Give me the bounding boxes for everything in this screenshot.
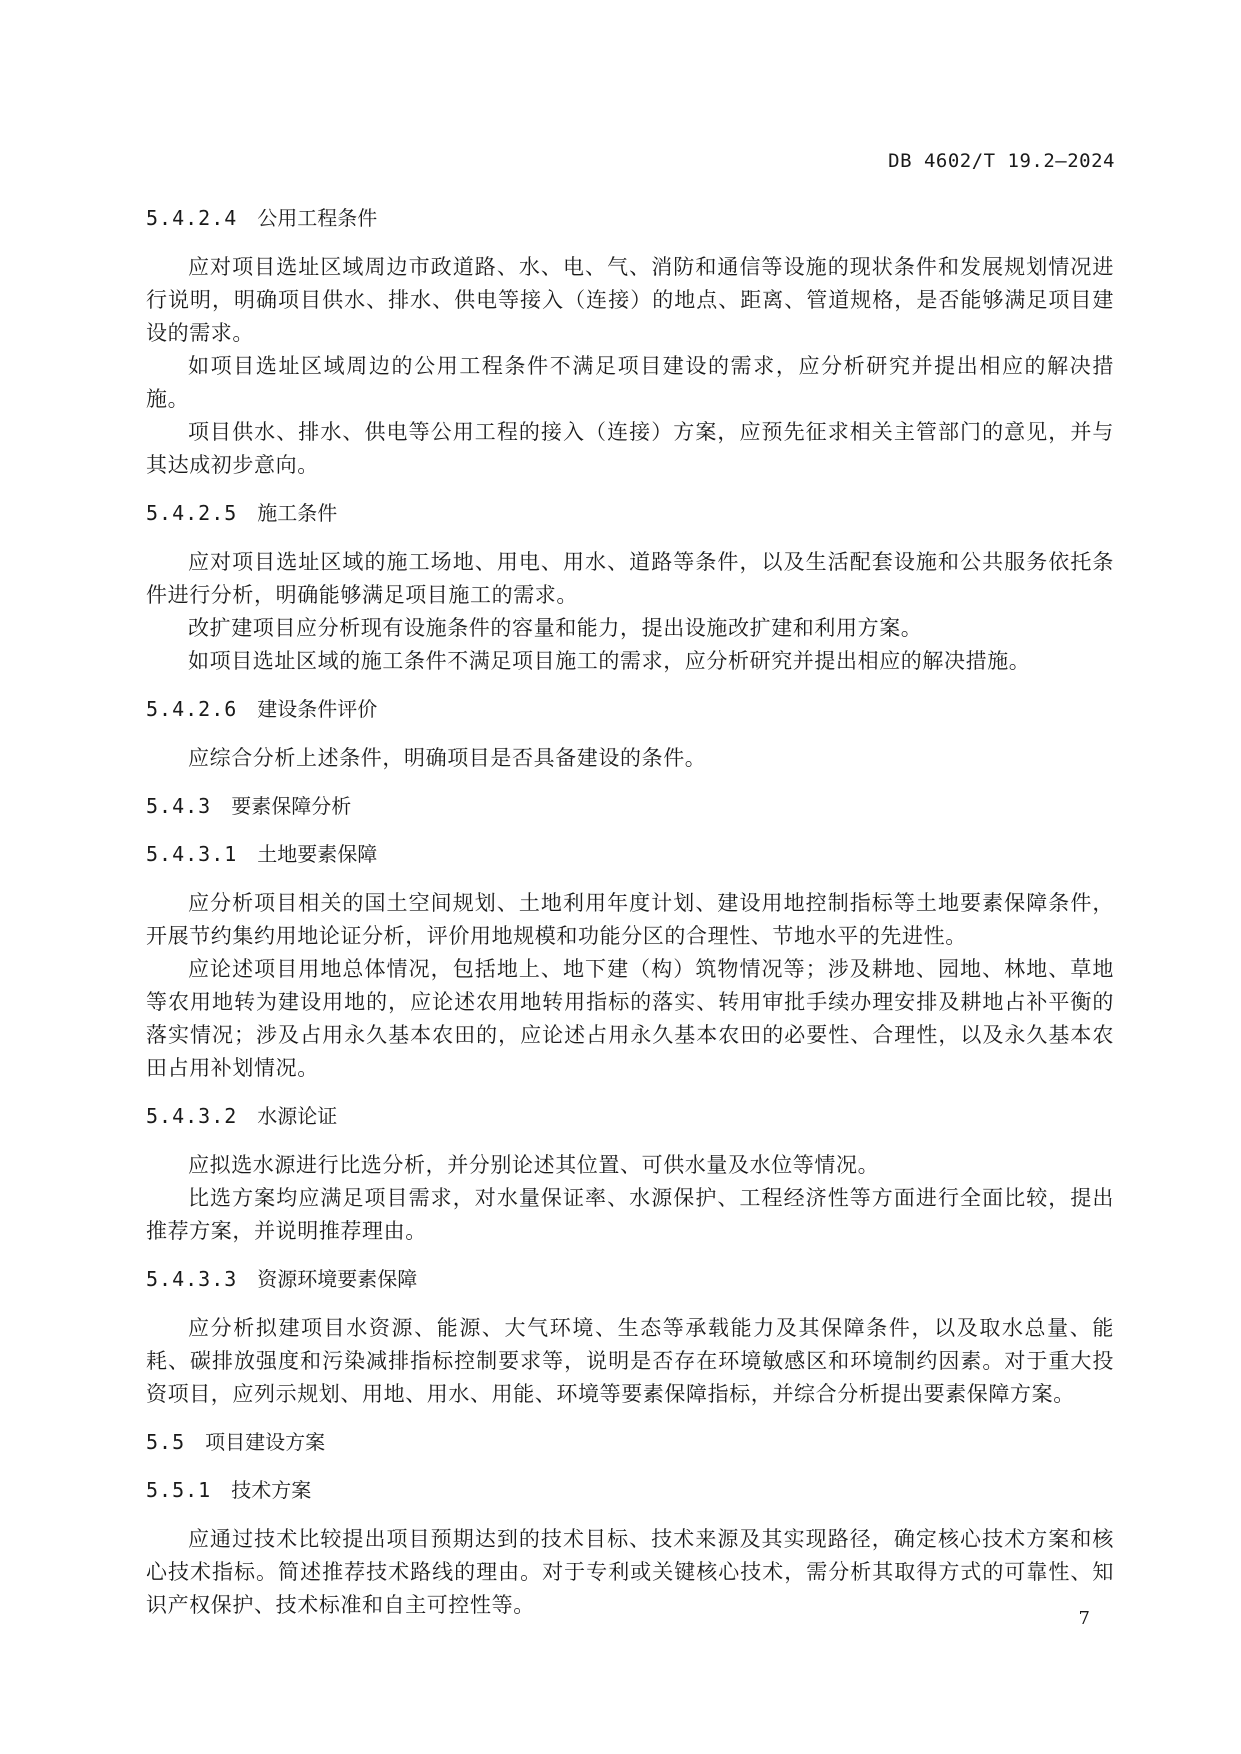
section-5-4-2-6 xyxy=(146,694,1114,775)
section-title: 资源环境要素保障 xyxy=(257,1267,418,1291)
section-5-4-2-4 xyxy=(146,203,1114,482)
section-heading xyxy=(146,498,1114,528)
section-5-4-3-1 xyxy=(146,839,1114,1085)
section-heading xyxy=(146,694,1114,724)
paragraph: 应综合分析上述条件，明确项目是否具备建设的条件。 xyxy=(188,746,707,770)
paragraph: 应对项目选址区域的施工场地、用电、用水、道路等条件，以及生活配套设施和公共服务依托条件进行分析，明确能够满足项目施工的需求。 xyxy=(146,550,1114,607)
section-title: 公用工程条件 xyxy=(257,206,378,230)
page-number: 7 xyxy=(1078,1608,1090,1629)
paragraph: 应论述项目用地总体情况，包括地上、地下建（构）筑物情况等；涉及耕地、园地、林地、草地等农用地转为建设用地的，应论述农用地转用指标的落实、转用审批手续办理安排及耕地占补平衡的落实情况；涉及占用永久基本农田的，应论述占用永久基本农田的必要性、合理性，以及永久基本农田占用补划情况。 xyxy=(146,957,1114,1080)
section-heading xyxy=(146,839,1114,869)
section-title: 水源论证 xyxy=(257,1104,338,1128)
document-body xyxy=(146,203,1114,1638)
paragraph: 应对项目选址区域周边市政道路、水、电、气、消防和通信等设施的现状条件和发展规划情况进行说明，明确项目供水、排水、供电等接入（连接）的地点、距离、管道规格，是否能够满足项目建设的需求。 xyxy=(146,255,1114,345)
section-title: 项目建设方案 xyxy=(205,1430,326,1454)
paragraph: 应分析拟建项目水资源、能源、大气环境、生态等承载能力及其保障条件，以及取水总量、能耗、碳排放强度和污染减排指标控制要求等，说明是否存在环境敏感区和环境制约因素。对于重大投资项目，应列示规划、用地、用水、用能、环境等要素保障指标，并综合分析提出要素保障方案。 xyxy=(146,1316,1114,1406)
section-title: 要素保障分析 xyxy=(231,794,352,818)
section-heading xyxy=(146,1264,1114,1294)
section-5-4-2-5 xyxy=(146,498,1114,678)
section-number: 5.4.3 xyxy=(146,794,212,818)
paragraph: 项目供水、排水、供电等公用工程的接入（连接）方案，应预先征求相关主管部门的意见，并与其达成初步意向。 xyxy=(146,420,1114,477)
paragraph: 如项目选址区域的施工条件不满足项目施工的需求，应分析研究并提出相应的解决措施。 xyxy=(188,649,1031,673)
section-number: 5.5 xyxy=(146,1430,186,1454)
section-number: 5.4.3.3 xyxy=(146,1267,238,1291)
section-5-4-3-3 xyxy=(146,1264,1114,1411)
section-title: 土地要素保障 xyxy=(257,842,378,866)
paragraph: 应通过技术比较提出项目预期达到的技术目标、技术来源及其实现路径，确定核心技术方案和核心技术指标。简述推荐技术路线的理由。对于专利或关键核心技术，需分析其取得方式的可靠性、知识产权保护、技术标准和自主可控性等。 xyxy=(146,1527,1114,1617)
section-heading xyxy=(146,1427,1114,1457)
paragraph: 如项目选址区域周边的公用工程条件不满足项目建设的需求，应分析研究并提出相应的解决措施。 xyxy=(146,354,1114,411)
section-5-5-1 xyxy=(146,1475,1114,1622)
section-number: 5.4.3.2 xyxy=(146,1104,238,1128)
section-heading xyxy=(146,203,1114,233)
document-code: DB 4602/T 19.2—2024 xyxy=(888,150,1115,172)
section-title: 建设条件评价 xyxy=(257,697,378,721)
section-title: 施工条件 xyxy=(257,501,338,525)
section-5-4-3-2 xyxy=(146,1101,1114,1248)
paragraph: 改扩建项目应分析现有设施条件的容量和能力，提出设施改扩建和利用方案。 xyxy=(188,616,923,640)
section-heading xyxy=(146,1475,1114,1505)
section-number: 5.5.1 xyxy=(146,1478,212,1502)
section-heading xyxy=(146,791,1114,821)
section-number: 5.4.2.5 xyxy=(146,501,238,525)
section-title: 技术方案 xyxy=(231,1478,312,1502)
paragraph: 应拟选水源进行比选分析，并分别论述其位置、可供水量及水位等情况。 xyxy=(188,1153,880,1177)
paragraph: 应分析项目相关的国土空间规划、土地利用年度计划、建设用地控制指标等土地要素保障条件，开展节约集约用地论证分析，评价用地规模和功能分区的合理性、节地水平的先进性。 xyxy=(146,891,1114,948)
section-number: 5.4.2.6 xyxy=(146,697,238,721)
section-5-5 xyxy=(146,1427,1114,1457)
section-5-4-3 xyxy=(146,791,1114,821)
paragraph: 比选方案均应满足项目需求，对水量保证率、水源保护、工程经济性等方面进行全面比较，提出推荐方案，并说明推荐理由。 xyxy=(146,1186,1114,1243)
section-number: 5.4.3.1 xyxy=(146,842,238,866)
section-number: 5.4.2.4 xyxy=(146,206,238,230)
section-heading xyxy=(146,1101,1114,1131)
